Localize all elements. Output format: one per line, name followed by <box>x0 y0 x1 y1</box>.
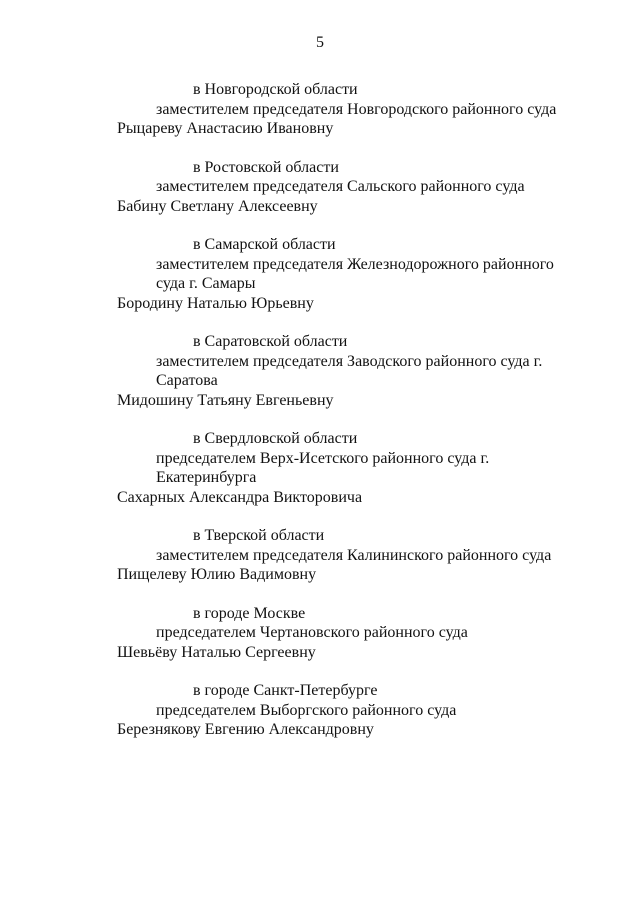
position-title: председателем Выборгского районного суда <box>156 701 457 719</box>
person-name: Бабину Светлану Алексеевну <box>117 197 318 215</box>
person-name: Бородину Наталью Юрьевну <box>117 294 314 312</box>
region-heading: в Самарской области <box>193 236 336 253</box>
position-title: заместителем председателя Заводского районного суда г. Саратова <box>156 352 543 389</box>
page-number: 5 <box>316 34 324 51</box>
position-title: председателем Чертановского районного суда <box>156 624 468 641</box>
appointment-entry <box>0 235 640 313</box>
appointment-entry <box>0 80 640 139</box>
person-name: Рыцареву Анастасию Ивановну <box>117 120 334 137</box>
appointment-entry <box>0 526 640 585</box>
appointment-entry <box>0 429 640 507</box>
appointment-entry <box>0 158 640 217</box>
region-heading: в Саратовской области <box>193 333 348 350</box>
appointment-list <box>0 80 640 759</box>
region-heading: в Тверской области <box>193 527 325 544</box>
region-heading: в Новгородской области <box>193 81 358 98</box>
person-name: Шевьёву Наталью Сергеевну <box>117 643 316 661</box>
region-heading: в Ростовской области <box>193 158 339 176</box>
appointment-entry <box>0 332 640 410</box>
region-heading: в Свердловской области <box>193 430 358 447</box>
person-name: Сахарных Александра Викторовича <box>117 488 363 506</box>
appointment-entry <box>0 681 640 740</box>
position-title: председателем Верх-Исетского районного суда г. Екатеринбурга <box>156 449 490 486</box>
region-heading: в городе Санкт-Петербурге <box>193 682 378 699</box>
person-name: Березнякову Евгению Александровну <box>117 721 374 738</box>
person-name: Мидошину Татьяну Евгеньевну <box>117 391 334 409</box>
position-title: заместителем председателя Калининского районного суда <box>156 546 552 564</box>
position-title: заместителем председателя Железнодорожного районного суда г. Самары <box>156 255 554 292</box>
region-heading: в городе Москве <box>193 604 306 622</box>
appointment-entry <box>0 604 640 663</box>
position-title: заместителем председателя Новгородского районного суда <box>156 100 557 118</box>
person-name: Пищелеву Юлию Вадимовну <box>117 566 317 583</box>
position-title: заместителем председателя Сальского районного суда <box>156 178 525 195</box>
